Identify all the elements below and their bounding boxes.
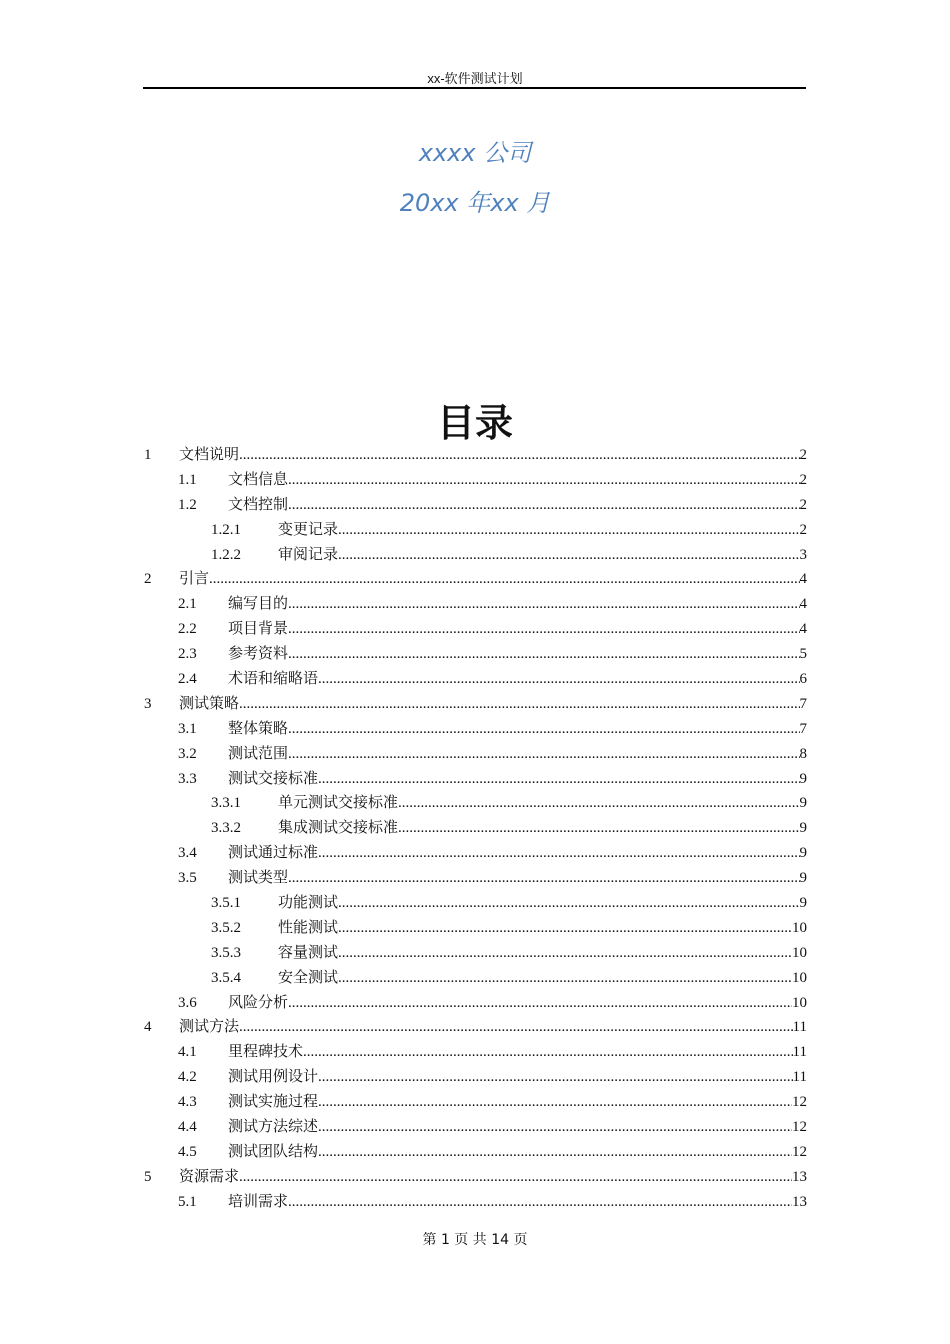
toc-entry-number: 1 [144, 447, 152, 463]
toc-entry-number: 5.1 [178, 1193, 197, 1210]
toc-dot-leader [318, 767, 799, 792]
toc-dot-leader [338, 916, 792, 941]
toc-entry-number: 1.1 [178, 471, 197, 488]
toc-entry-page-number: 11 [792, 1044, 807, 1061]
toc-entry[interactable] [143, 891, 807, 916]
toc-dot-leader [318, 1115, 792, 1140]
page-footer: 第 1 页 共 14 页 [422, 1232, 528, 1248]
toc-entry-page-number: 10 [792, 994, 807, 1011]
toc-entry[interactable] [143, 841, 807, 866]
toc-entry-page-number: 10 [792, 944, 807, 961]
toc-entry-page-number: 5 [799, 646, 807, 663]
toc-dot-leader [338, 941, 792, 966]
toc-entry-page-number: 12 [792, 1119, 807, 1136]
header-divider [143, 87, 806, 89]
document-date: 20xx 年xx 月 [399, 189, 551, 217]
toc-dot-leader [288, 717, 799, 742]
toc-entry-title: 测试通过标准 [228, 845, 319, 862]
toc-entry-page-number: 9 [799, 770, 807, 787]
toc-entry-number: 4.2 [178, 1069, 197, 1086]
toc-entry-number: 3.2 [178, 745, 197, 762]
toc-entry[interactable] [143, 991, 807, 1016]
toc-entry-page-number: 12 [792, 1143, 807, 1160]
toc-entry-title: 功能测试 [278, 895, 339, 912]
toc-entry[interactable] [143, 1165, 807, 1190]
toc-entry-title: 测试交接标准 [228, 770, 319, 787]
toc-entry-title: 测试类型 [228, 870, 289, 887]
toc-entry-number: 3.3 [178, 770, 197, 787]
toc-dot-leader [209, 567, 799, 592]
toc-dot-leader [303, 1040, 793, 1065]
toc-entry-page-number: 13 [792, 1168, 807, 1185]
toc-entry-page-number: 9 [799, 795, 807, 812]
toc-entry-title: 引言 [179, 571, 210, 588]
toc-entry-page-number: 11 [792, 1019, 807, 1036]
toc-entry-page-number: 11 [792, 1069, 807, 1086]
toc-entry-page-number: 2 [799, 447, 807, 463]
toc-entry-page-number: 9 [799, 845, 807, 862]
toc-entry[interactable] [143, 468, 807, 493]
toc-entry-number: 3.3.1 [211, 795, 241, 812]
toc-entry-number: 3.5.3 [211, 944, 241, 961]
toc-entry-number: 3.5.2 [211, 919, 241, 936]
toc-entry-title: 单元测试交接标准 [278, 795, 399, 812]
toc-dot-leader [288, 617, 799, 642]
toc-entry[interactable] [143, 617, 807, 642]
toc-dot-leader [398, 816, 799, 841]
toc-entry-page-number: 7 [799, 720, 807, 737]
toc-entry-title: 项目背景 [228, 621, 289, 638]
toc-dot-leader [338, 891, 799, 916]
toc-entry-title: 测试方法综述 [228, 1119, 319, 1136]
toc-entry[interactable] [143, 1065, 807, 1090]
toc-entry-title: 文档信息 [228, 471, 289, 488]
toc-entry-number: 4 [144, 1019, 152, 1036]
toc-entry-number: 4.1 [178, 1044, 197, 1061]
toc-dot-leader [288, 493, 799, 518]
toc-dot-leader [318, 841, 799, 866]
toc-entry[interactable] [143, 1115, 807, 1140]
toc-entry-page-number: 9 [799, 820, 807, 837]
toc-entry-number: 2.3 [178, 646, 197, 663]
toc-entry-number: 4.5 [178, 1143, 197, 1160]
toc-entry-number: 3.5.4 [211, 969, 241, 986]
toc-entry[interactable] [143, 1015, 807, 1040]
toc-dot-leader [288, 468, 799, 493]
toc-dot-leader [288, 991, 792, 1016]
toc-entry-page-number: 2 [799, 471, 807, 488]
toc-entry-title: 培训需求 [228, 1193, 289, 1210]
toc-entry-number: 2 [144, 571, 152, 588]
toc-entry-page-number: 4 [799, 621, 807, 638]
toc-entry[interactable] [143, 816, 807, 841]
toc-dot-leader [318, 667, 799, 692]
toc-entry[interactable] [143, 592, 807, 617]
toc-entry-title: 测试实施过程 [228, 1094, 319, 1111]
toc-entry-page-number: 10 [792, 919, 807, 936]
toc-dot-leader [318, 1065, 793, 1090]
toc-entry-page-number: 10 [792, 969, 807, 986]
toc-entry-page-number: 8 [799, 745, 807, 762]
toc-entry-number: 1.2 [178, 496, 197, 513]
toc-entry-title: 风险分析 [228, 994, 289, 1011]
toc-entry-title: 变更记录 [278, 521, 339, 538]
toc-entry[interactable] [143, 966, 807, 991]
toc-entry[interactable] [143, 443, 807, 468]
toc-entry-number: 2.1 [178, 596, 197, 613]
toc-heading: 目录 [436, 401, 513, 445]
toc-entry[interactable] [143, 567, 807, 592]
toc-entry-number: 4.4 [178, 1119, 197, 1136]
toc-entry[interactable] [143, 916, 807, 941]
toc-dot-leader [288, 642, 799, 667]
toc-entry-page-number: 7 [799, 695, 807, 712]
toc-entry-title: 集成测试交接标准 [278, 820, 399, 837]
toc-entry-page-number: 4 [799, 571, 807, 588]
toc-entry[interactable] [143, 717, 807, 742]
toc-dot-leader [288, 1190, 792, 1215]
toc-entry-number: 4.3 [178, 1094, 197, 1111]
toc-entry-number: 3.1 [178, 720, 197, 737]
toc-entry[interactable] [143, 642, 807, 667]
toc-entry-number: 2.2 [178, 621, 197, 638]
toc-dot-leader [239, 692, 799, 717]
toc-entry-title: 整体策略 [228, 720, 289, 737]
toc-entry-title: 测试用例设计 [228, 1069, 319, 1086]
toc-entry-number: 3.6 [178, 994, 197, 1011]
toc-entry-page-number: 2 [799, 521, 807, 538]
page-header: xx-软件测试计划 [427, 71, 523, 86]
toc-entry-number: 3.4 [178, 845, 197, 862]
toc-entry-title: 测试方法 [179, 1019, 240, 1036]
toc-dot-leader [338, 966, 792, 991]
toc-entry[interactable] [143, 791, 807, 816]
toc-entry-page-number: 12 [792, 1094, 807, 1111]
toc-entry-number: 3.5 [178, 870, 197, 887]
toc-entry-title: 资源需求 [179, 1168, 240, 1185]
toc-dot-leader [288, 742, 799, 767]
toc-entry-number: 1.2.1 [211, 521, 241, 538]
toc-entry-title: 文档说明 [179, 447, 240, 463]
toc-dot-leader [239, 1165, 792, 1190]
toc-entry[interactable] [143, 1140, 807, 1165]
toc-entry-title: 参考资料 [228, 646, 289, 663]
toc-entry-page-number: 9 [799, 870, 807, 887]
toc-entry-number: 3 [144, 695, 152, 712]
toc-entry-page-number: 9 [799, 895, 807, 912]
toc-entry[interactable] [143, 1040, 807, 1065]
toc-entry-title: 编写目的 [228, 596, 289, 613]
toc-entry-number: 5 [144, 1168, 152, 1185]
table-of-contents [143, 443, 807, 1215]
toc-entry[interactable] [143, 667, 807, 692]
toc-entry-number: 3.3.2 [211, 820, 241, 837]
toc-entry-title: 审阅记录 [278, 546, 339, 563]
toc-entry-title: 容量测试 [278, 944, 339, 961]
toc-entry[interactable] [143, 866, 807, 891]
toc-entry[interactable] [143, 1190, 807, 1215]
toc-entry[interactable] [143, 518, 807, 543]
toc-entry[interactable] [143, 1090, 807, 1115]
toc-entry-page-number: 13 [792, 1193, 807, 1210]
toc-entry-title: 术语和缩略语 [228, 671, 319, 688]
toc-entry-title: 性能测试 [278, 919, 339, 936]
toc-dot-leader [288, 866, 799, 891]
toc-entry[interactable] [143, 692, 807, 717]
toc-entry[interactable] [143, 941, 807, 966]
toc-dot-leader [239, 1015, 793, 1040]
toc-entry[interactable] [143, 742, 807, 767]
toc-dot-leader [318, 1090, 792, 1115]
toc-dot-leader [398, 791, 799, 816]
toc-entry-title: 里程碑技术 [228, 1044, 304, 1061]
toc-entry-page-number: 4 [799, 596, 807, 613]
toc-entry-number: 2.4 [178, 671, 197, 688]
toc-dot-leader [318, 1140, 792, 1165]
toc-entry-page-number: 3 [799, 546, 807, 563]
toc-entry-title: 测试策略 [179, 695, 240, 712]
toc-dot-leader [338, 543, 799, 568]
toc-entry[interactable] [143, 543, 807, 568]
toc-dot-leader [288, 592, 799, 617]
toc-dot-leader [239, 443, 799, 468]
company-name: xxxx 公司 [418, 139, 532, 167]
toc-entry-title: 测试团队结构 [228, 1143, 319, 1160]
toc-entry-number: 3.5.1 [211, 895, 241, 912]
toc-entry-page-number: 6 [799, 671, 807, 688]
toc-entry-number: 1.2.2 [211, 546, 241, 563]
toc-entry[interactable] [143, 767, 807, 792]
toc-dot-leader [338, 518, 799, 543]
toc-entry[interactable] [143, 493, 807, 518]
toc-entry-title: 安全测试 [278, 969, 339, 986]
toc-entry-page-number: 2 [799, 496, 807, 513]
toc-entry-title: 测试范围 [228, 745, 289, 762]
toc-entry-title: 文档控制 [228, 496, 289, 513]
